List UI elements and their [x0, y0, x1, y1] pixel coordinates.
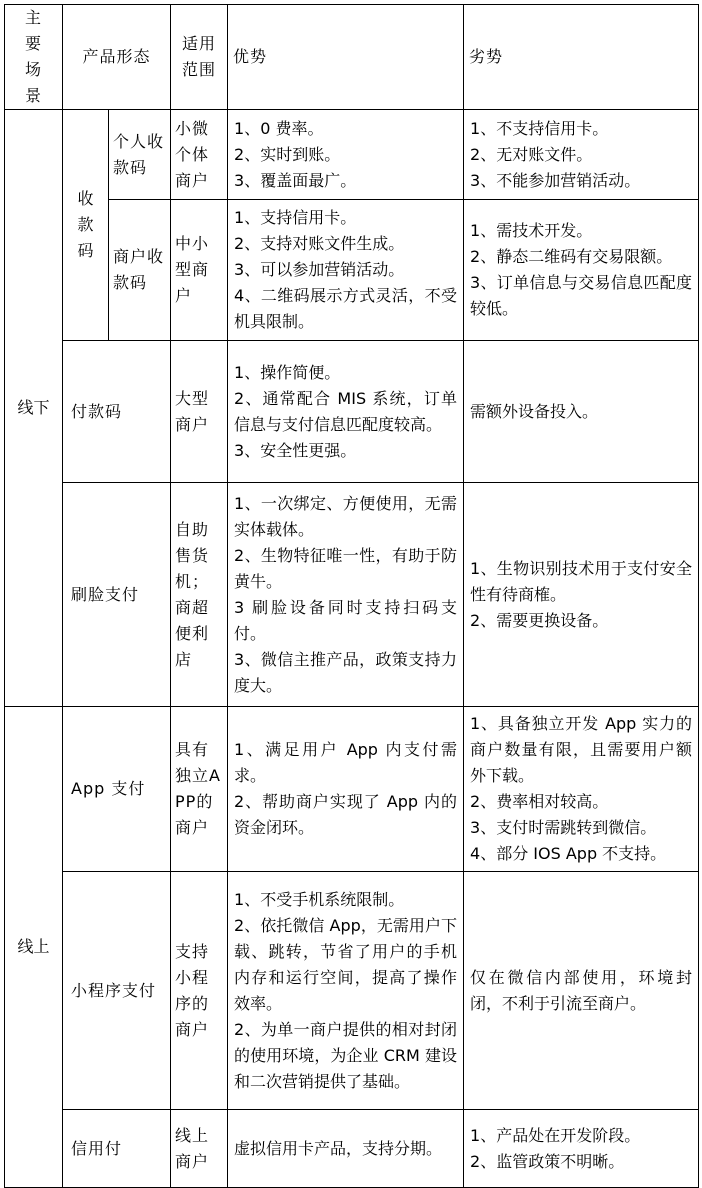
cons-item: 1、不支持信用卡。 [470, 118, 609, 138]
table-row [5, 1110, 699, 1188]
pros-item: 1、满足用户 App 内支付需求。 [234, 740, 458, 785]
pros-cell [228, 707, 464, 872]
pros-item: 2、生物特征唯一性，有助于防黄牛。 [234, 545, 458, 591]
pros-item: 1、支持信用卡。 [234, 208, 357, 227]
table-row [5, 341, 699, 483]
table-row [5, 483, 699, 707]
cons-item: 2、需要更换设备。 [470, 610, 609, 630]
scope-cell: 支持小程序的商户 [171, 872, 228, 1110]
scope-cell: 自助售货机；商超便利店 [171, 483, 228, 707]
cons-item: 3、不能参加营销活动。 [470, 170, 641, 190]
product-form: 付款码 [63, 341, 171, 483]
cons-item: 2、无对账文件。 [470, 144, 593, 164]
cons-cell [464, 707, 699, 872]
header-scope: 适用范围 [171, 5, 228, 110]
cons-item: 1、需技术开发。 [470, 221, 593, 240]
product-form: 小程序支付 [63, 872, 171, 1110]
pros-cell [228, 872, 464, 1110]
pros-item: 2、通常配合 MIS 系统，订单信息与支付信息匹配度较高。 [234, 388, 458, 434]
pros-cell [228, 110, 464, 200]
payment-comparison-table [4, 4, 699, 1188]
pros-item: 2、支持对账文件生成。 [234, 234, 405, 253]
cons-item: 3、订单信息与交易信息匹配度较低。 [470, 273, 693, 318]
header-form: 产品形态 [63, 5, 171, 110]
pros-cell [228, 341, 464, 483]
table-row [5, 872, 699, 1110]
pros-item: 3、微信主推产品，政策支持力度大。 [234, 649, 458, 695]
pros-item: 1、操作简便。 [234, 362, 341, 382]
product-form: 信用付 [63, 1110, 171, 1188]
pros-item: 2、帮助商户实现了 App 内的资金闭环。 [234, 792, 458, 837]
receive-code-group: 收款码 [63, 110, 109, 341]
cons-cell [464, 1110, 699, 1188]
header-cons: 劣势 [464, 5, 699, 110]
pros-item: 3、可以参加营销活动。 [234, 260, 405, 279]
scene-offline: 线下 [5, 110, 63, 707]
table-row [5, 200, 699, 341]
cons-cell [464, 341, 699, 483]
cons-item: 1、生物识别技术用于支付安全性有待商榷。 [470, 558, 693, 604]
scope-cell: 线上商户 [171, 1110, 228, 1188]
cons-item: 仅在微信内部使用，环境封闭，不利于引流至商户。 [470, 967, 693, 1013]
pros-cell [228, 483, 464, 707]
table-row [5, 110, 699, 200]
product-form: 刷脸支付 [63, 483, 171, 707]
cons-cell [464, 200, 699, 341]
pros-item: 1、0 费率。 [234, 118, 324, 138]
pros-item: 3、安全性更强。 [234, 440, 357, 460]
header-pros: 优势 [228, 5, 464, 110]
cons-item: 2、费率相对较高。 [470, 792, 609, 811]
header-scene: 主要场景 [5, 5, 63, 110]
scope-cell: 中小型商户 [171, 200, 228, 341]
pros-item: 虚拟信用卡产品，支持分期。 [234, 1138, 443, 1158]
pros-item: 1、不受手机系统限制。 [234, 889, 405, 909]
pros-item: 1、一次绑定、方便使用，无需实体载体。 [234, 493, 458, 539]
cons-item: 3、支付时需跳转到微信。 [470, 818, 657, 837]
pros-item: 3 刷脸设备同时支持扫码支付。 [234, 597, 458, 643]
pros-item: 3、覆盖面最广。 [234, 170, 357, 190]
pros-item: 2、为单一商户提供的相对封闭的使用环境，为企业 CRM 建设和二次营销提供了基础。 [234, 1019, 458, 1091]
cons-item: 2、静态二维码有交易限额。 [470, 247, 673, 266]
pros-item: 4、二维码展示方式灵活，不受机具限制。 [234, 286, 458, 331]
cons-item: 1、具备独立开发 App 实力的商户数量有限，且需要用户额外下载。 [470, 714, 693, 785]
cons-item: 4、部分 IOS App 不支持。 [470, 844, 667, 863]
scope-cell: 小微个体商户 [171, 110, 228, 200]
product-form: 商户收款码 [109, 200, 171, 341]
cons-cell [464, 483, 699, 707]
pros-item: 2、依托微信 App，无需用户下载、跳转，节省了用户的手机内存和运行空间，提高了操作效率。 [234, 915, 458, 1013]
cons-item: 需额外设备投入。 [470, 401, 599, 421]
cons-item: 2、监管政策不明晰。 [470, 1151, 625, 1171]
product-form: App 支付 [63, 707, 171, 872]
header-row [5, 5, 699, 110]
pros-cell [228, 1110, 464, 1188]
scene-online: 线上 [5, 707, 63, 1188]
cons-cell [464, 872, 699, 1110]
scope-cell: 具有独立APP的商户 [171, 707, 228, 872]
pros-item: 2、实时到账。 [234, 144, 341, 164]
cons-item: 1、产品处在开发阶段。 [470, 1125, 641, 1145]
scope-cell: 大型商户 [171, 341, 228, 483]
pros-cell [228, 200, 464, 341]
product-form: 个人收款码 [109, 110, 171, 200]
table-row [5, 707, 699, 872]
cons-cell [464, 110, 699, 200]
